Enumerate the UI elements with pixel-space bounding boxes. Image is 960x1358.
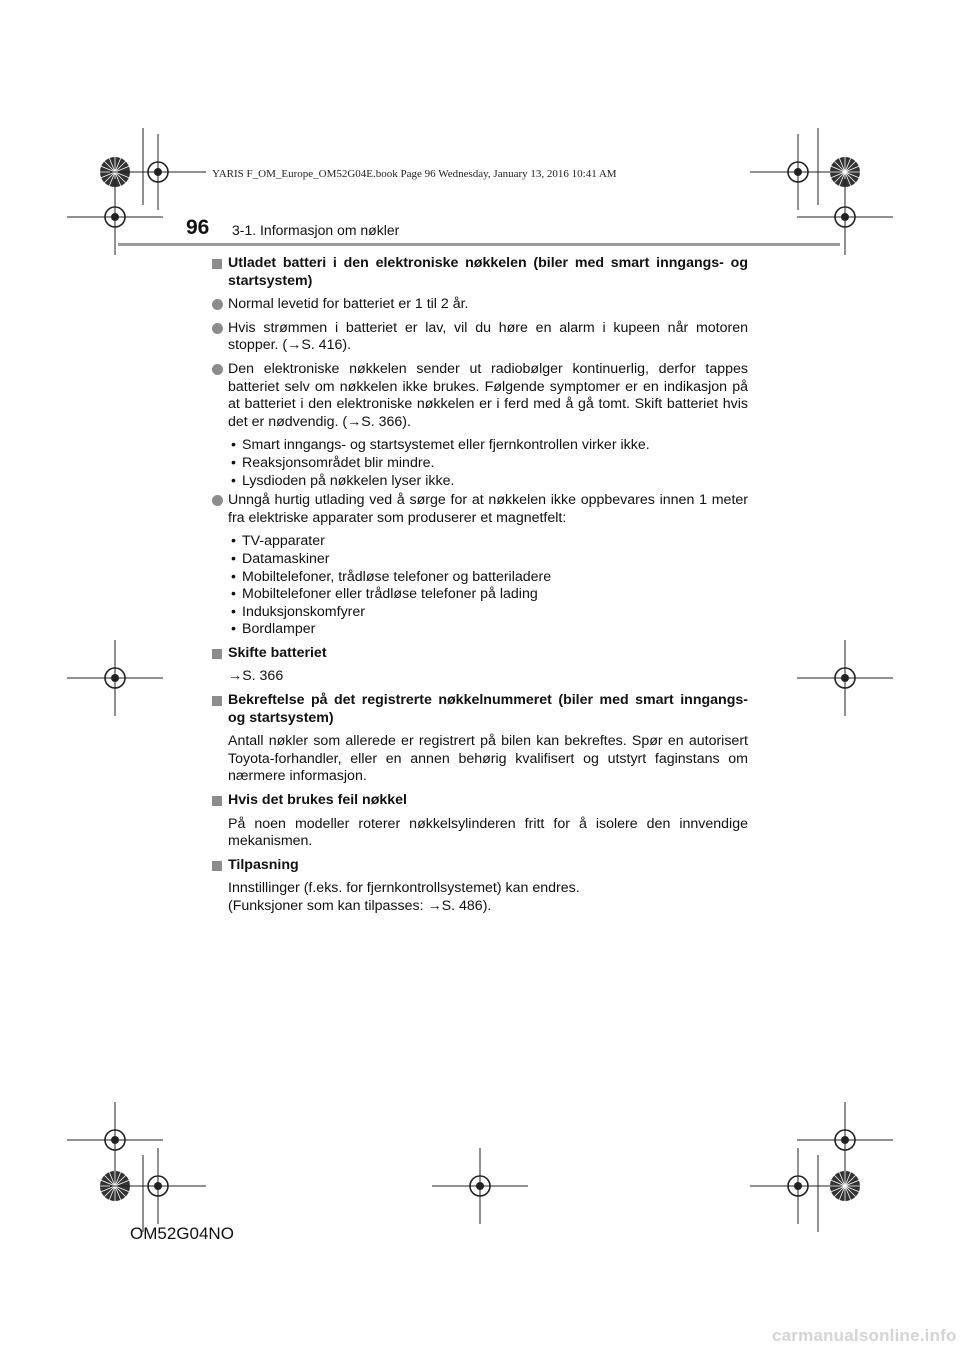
appliance-list [212,533,748,639]
round-bullet-icon [212,299,223,310]
paragraph: På noen modeller roterer nøkkelsylinderen fritt for å isolere den innvendige mekanismen. [228,815,748,850]
square-bullet-icon [212,696,222,706]
section-customization [212,857,748,916]
symptom-list [212,437,748,490]
page-reference: →S. 366 [228,668,284,685]
paragraph: Innstillinger (f.eks. for fjernkontrollsystemet) kan endres. (Funksjoner som kan tilpasses: →S. 486). [228,880,580,914]
section-heading: Bekreftelse på det registrerte nøkkelnummeret (biler med smart inngangs- og startsystem) [212,692,748,727]
section-key-number [212,692,748,786]
watermark: carmanualsonline.info [772,1326,957,1345]
section-wrong-key [212,792,748,851]
list-item: • TV-apparater [231,533,325,550]
round-bullet-icon [212,364,223,375]
list-item: • Smart inngangs- og startsystemet eller fjernkontrollen virker ikke. [231,437,650,454]
section-heading: Tilpasning [212,857,748,875]
list-item: • Lysdioden på nøkkelen lyser ikke. [231,472,455,489]
square-bullet-icon [212,796,222,806]
square-bullet-icon [212,259,222,269]
header-rule [118,243,840,246]
list-item: • Reaksjonsområdet blir mindre. [231,454,435,471]
section-replace-battery [212,645,748,686]
paragraph: Antall nøkler som allerede er registrert på bilen kan bekreftes. Spør en autorisert Toyota-forhandler, eller en annen behørig kvalifisert og utstyrt faginstans om nærmere informasjon. [228,733,748,785]
book-info: YARIS F_OM_Europe_OM52G04E.book Page 96 Wednesday, January 13, 2016 10:41 AM [212,168,617,180]
list-item: Hvis strømmen i batteriet er lav, vil du høre en alarm i kupeen når motoren stopper. (→S. 416). [212,320,748,355]
list-item: • Induksjonskomfyrer [231,603,366,620]
section-title: 3-1. Informasjon om nøkler [232,222,400,238]
section-heading: Skifte batteriet [212,645,748,663]
list-item: Normal levetid for batteriet er 1 til 2 år. [212,296,748,314]
list-item: • Datamaskiner [231,550,330,567]
section-heading: Utladet batteri i den elektroniske nøkkelen (biler med smart inngangs- og startsystem) [212,255,748,290]
square-bullet-icon [212,649,222,659]
section-battery [212,255,748,639]
list-item: Unngå hurtig utlading ved å sørge for at nøkkelen ikke oppbevares innen 1 meter fra elektriske apparater som produserer et magnetfelt: [212,492,748,527]
round-bullet-icon [212,495,223,506]
section-heading: Hvis det brukes feil nøkkel [212,792,748,810]
list-item: Den elektroniske nøkkelen sender ut radiobølger kontinuerlig, derfor tappes batteriet selv om nøkkelen ikke brukes. Følgende symptomer er en indikasjon på at batteriet i den elektroniske nøkkelen er i ferd med å gå tomt. Skift batteriet hvis det er nødvendig. (→S. 366). [212,361,748,431]
page-content [212,255,748,922]
document-code: OM52G04NO [130,1224,234,1243]
round-bullet-icon [212,323,223,334]
list-item: • Mobiltelefoner, trådløse telefoner og batteriladere [231,568,552,585]
list-item: • Mobiltelefoner eller trådløse telefoner på lading [231,586,538,603]
list-item: • Bordlamper [231,621,316,638]
page-number: 96 [186,216,210,239]
square-bullet-icon [212,861,222,871]
